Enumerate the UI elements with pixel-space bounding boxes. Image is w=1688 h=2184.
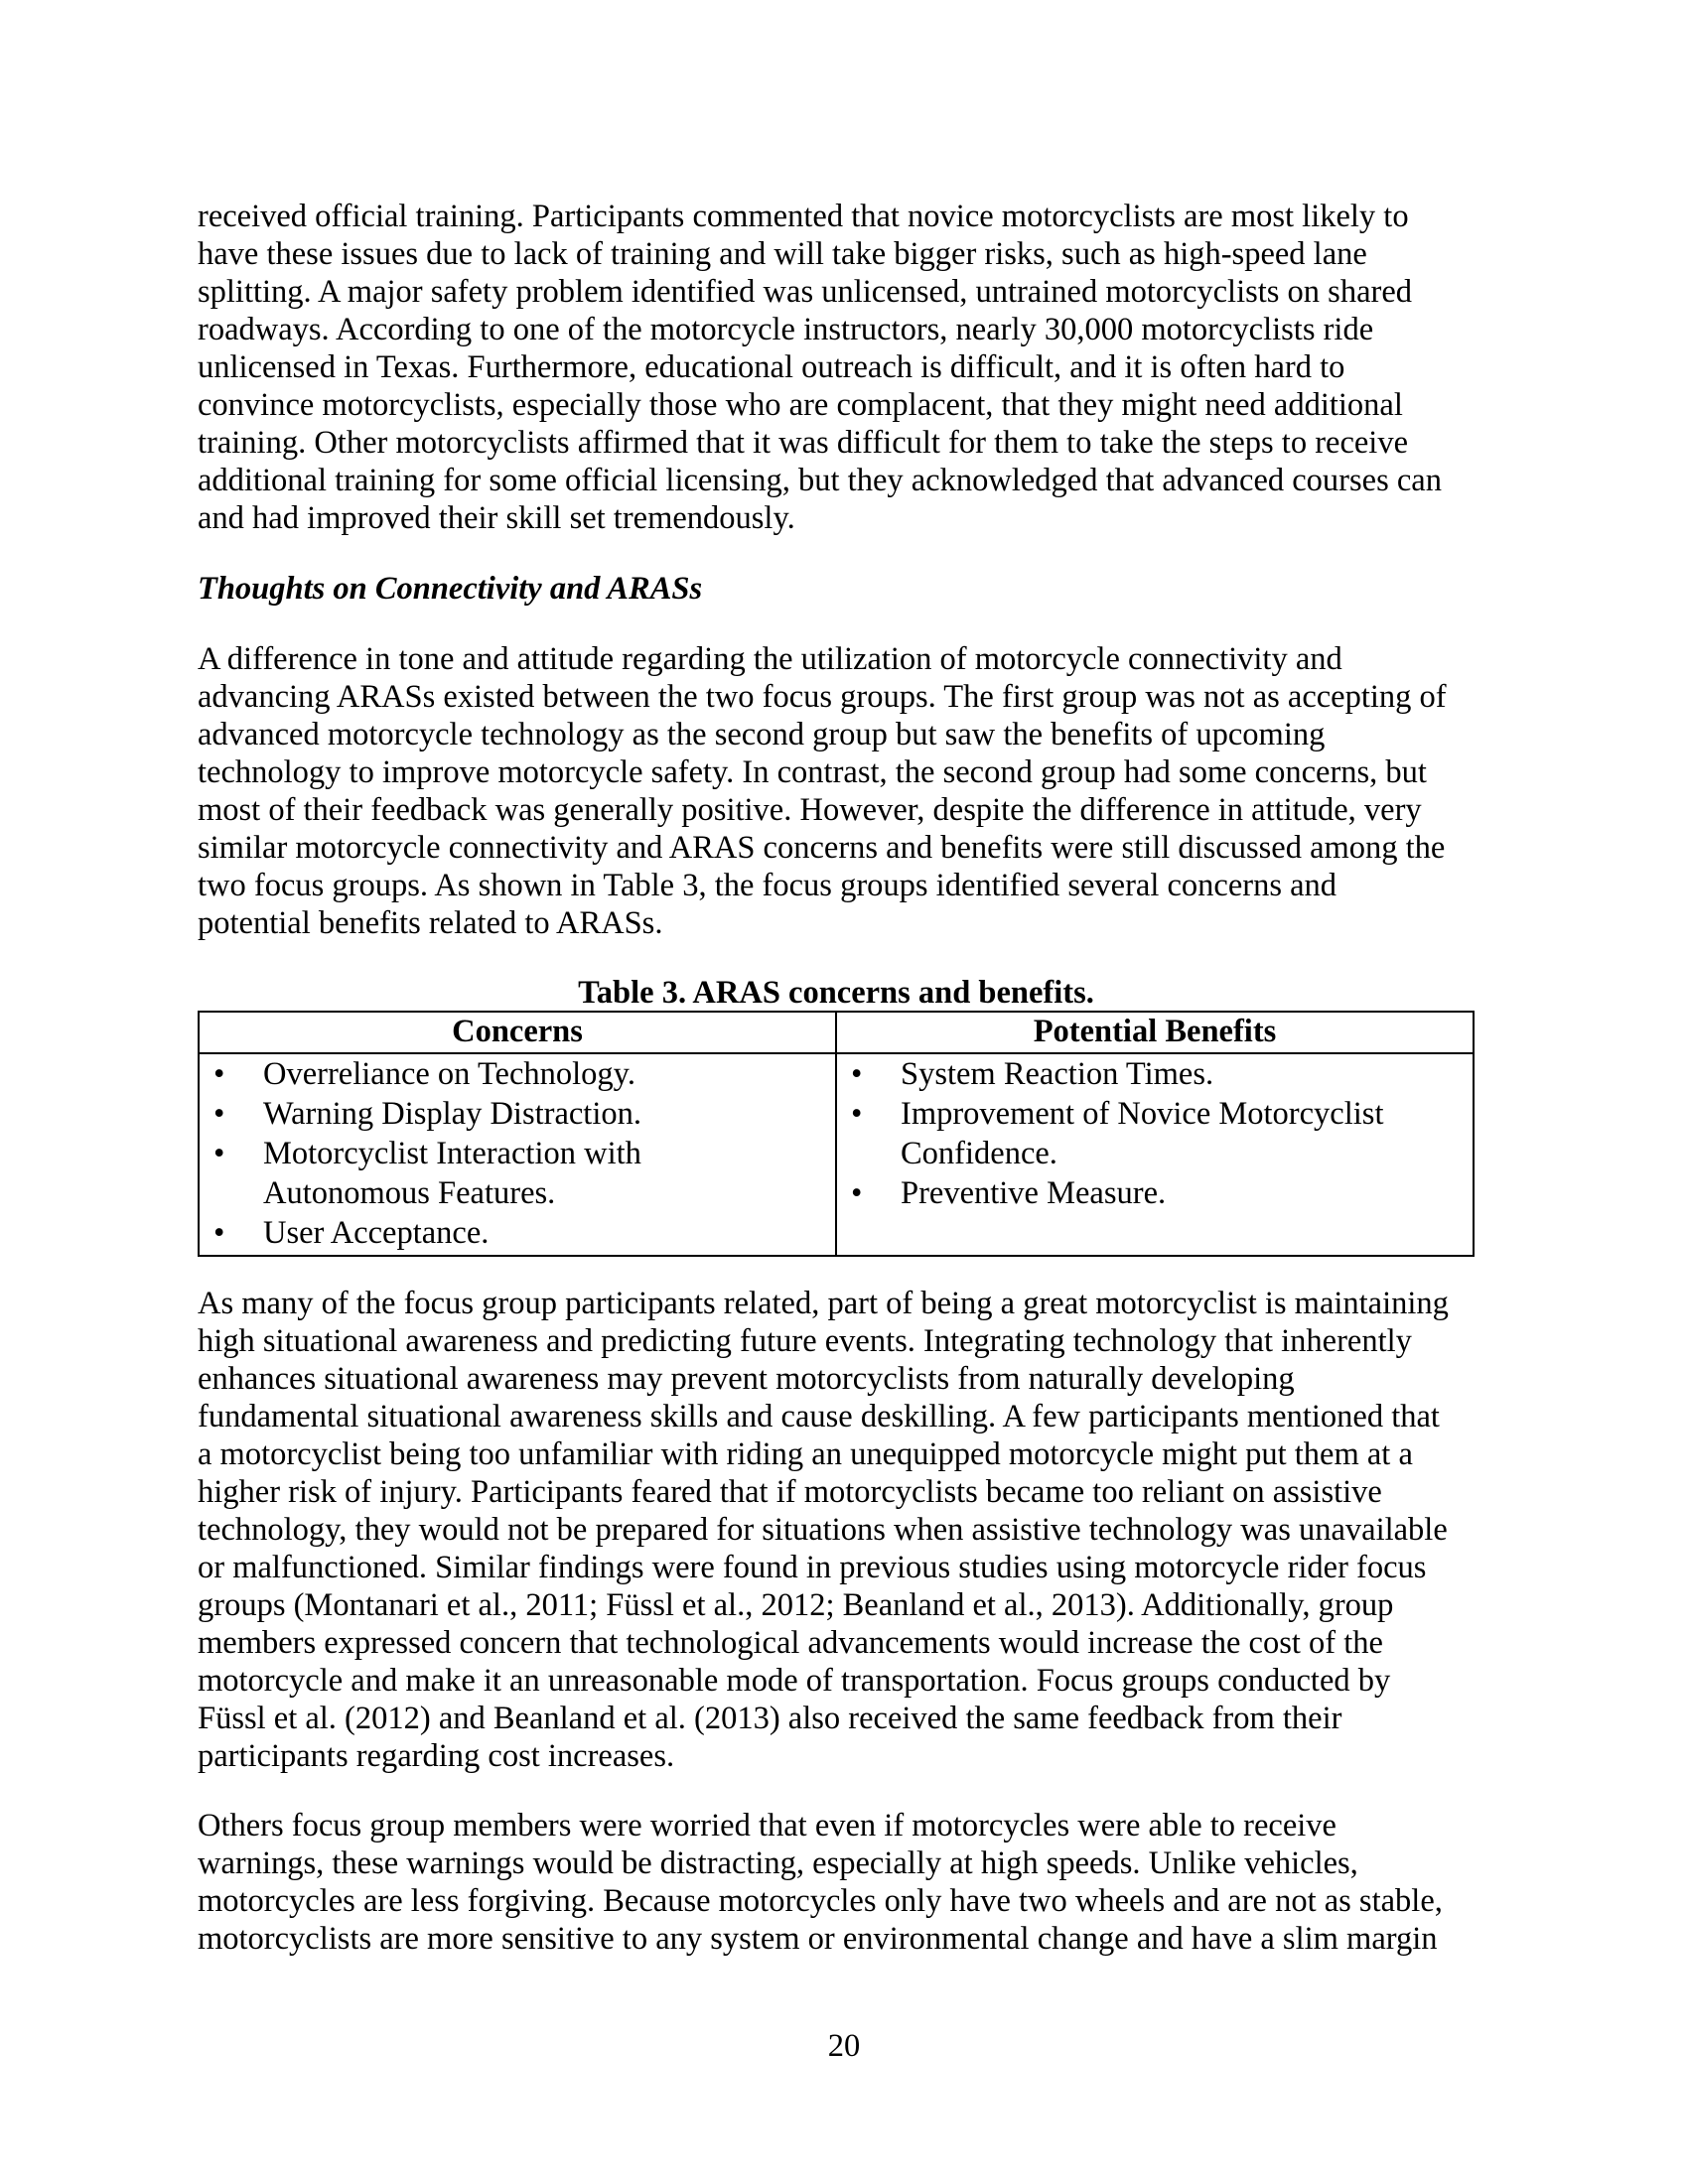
text-line: two focus groups. As shown in Table 3, the focus groups identified several concerns and xyxy=(198,868,1337,903)
item-text: Autonomous Features. xyxy=(263,1175,556,1211)
text-line: groups (Montanari et al., 2011; Füssl et al., 2012; Beanland et al., 2013). Additionally, group xyxy=(198,1587,1394,1623)
text-line: or malfunctioned. Similar findings were found in previous studies using motorcycle rider focus xyxy=(198,1550,1427,1585)
item-text: Motorcyclist Interaction with xyxy=(263,1136,641,1171)
bullet-icon: • xyxy=(213,1136,225,1171)
text-line: warnings, these warnings would be distracting, especially at high speeds. Unlike vehicles, xyxy=(198,1845,1358,1881)
benefits-list xyxy=(837,1054,1473,1215)
text-line: As many of the focus group participants related, part of being a great motorcyclist is maintaining xyxy=(198,1286,1449,1321)
text-line: Füssl et al. (2012) and Beanland et al. (2013) also received the same feedback from their xyxy=(198,1701,1342,1736)
concerns-cell xyxy=(199,1053,836,1256)
text-line: A difference in tone and attitude regarding the utilization of motorcycle connectivity and xyxy=(198,641,1342,677)
item-text: Confidence. xyxy=(901,1136,1057,1171)
text-line: technology to improve motorcycle safety. In contrast, the second group had some concerns, but xyxy=(198,754,1427,790)
column-header-benefits: Potential Benefits xyxy=(836,1012,1474,1053)
item-text: System Reaction Times. xyxy=(901,1056,1214,1092)
text-line: fundamental situational awareness skills and cause deskilling. A few participants mentioned that xyxy=(198,1399,1440,1434)
text-line: roadways. According to one of the motorcycle instructors, nearly 30,000 motorcyclists ride xyxy=(198,312,1374,347)
list-item xyxy=(837,1094,1473,1173)
text-line: high situational awareness and predicting future events. Integrating technology that inherently xyxy=(198,1323,1412,1359)
text-line: a motorcyclist being too unfamiliar with riding an unequipped motorcycle might put them at a xyxy=(198,1436,1413,1472)
bullet-icon: • xyxy=(851,1096,863,1132)
text-line: unlicensed in Texas. Furthermore, educational outreach is difficult, and it is often hard to xyxy=(198,349,1345,385)
text-line: enhances situational awareness may prevent motorcyclists from naturally developing xyxy=(198,1361,1295,1397)
item-text: Preventive Measure. xyxy=(901,1175,1167,1211)
list-item xyxy=(200,1134,835,1213)
column-header-concerns: Concerns xyxy=(199,1012,836,1053)
paragraph-warnings xyxy=(198,1807,1488,1958)
item-text: User Acceptance. xyxy=(263,1215,490,1251)
bullet-icon: • xyxy=(851,1056,863,1092)
text-line: Others focus group members were worried that even if motorcycles were able to receive xyxy=(198,1808,1336,1843)
list-item xyxy=(837,1054,1473,1094)
text-line: advancing ARASs existed between the two focus groups. The first group was not as accepting of xyxy=(198,679,1447,715)
list-item xyxy=(200,1213,835,1253)
paragraph-situational-awareness xyxy=(198,1285,1488,1775)
text-line: training. Other motorcyclists affirmed that it was difficult for them to take the steps to receive xyxy=(198,425,1409,461)
table-header-row xyxy=(199,1012,1474,1053)
text-line: potential benefits related to ARASs. xyxy=(198,905,663,941)
bullet-icon: • xyxy=(213,1056,225,1092)
text-line: and had improved their skill set tremendously. xyxy=(198,500,795,536)
text-line: have these issues due to lack of training and will take bigger risks, such as high-speed lane xyxy=(198,236,1367,272)
table-caption: Table 3. ARAS concerns and benefits. xyxy=(578,975,1094,1011)
page-number: 20 xyxy=(827,2028,861,2064)
paragraph-tone-attitude xyxy=(198,640,1488,942)
bullet-icon: • xyxy=(213,1215,225,1251)
bullet-icon: • xyxy=(851,1175,863,1211)
bullet-icon: • xyxy=(213,1096,225,1132)
text-line: members expressed concern that technological advancements would increase the cost of the xyxy=(198,1625,1383,1661)
text-line: most of their feedback was generally positive. However, despite the difference in attitude, very xyxy=(198,792,1422,828)
text-line: participants regarding cost increases. xyxy=(198,1738,675,1774)
item-text: Overreliance on Technology. xyxy=(263,1056,635,1092)
item-text: Improvement of Novice Motorcyclist xyxy=(901,1096,1384,1132)
text-line: technology, they would not be prepared for situations when assistive technology was unavailable xyxy=(198,1512,1448,1548)
text-line: advanced motorcycle technology as the second group but saw the benefits of upcoming xyxy=(198,717,1326,752)
concerns-list xyxy=(200,1054,835,1255)
list-item xyxy=(200,1094,835,1134)
text-line: motorcycle and make it an unreasonable mode of transportation. Focus groups conducted by xyxy=(198,1663,1391,1699)
item-text: Warning Display Distraction. xyxy=(263,1096,641,1132)
paragraph-training xyxy=(198,198,1488,537)
text-line: convince motorcyclists, especially those who are complacent, that they might need additional xyxy=(198,387,1403,423)
text-line: splitting. A major safety problem identified was unlicensed, untrained motorcyclists on shared xyxy=(198,274,1413,310)
table-row xyxy=(199,1053,1474,1256)
text-line: similar motorcycle connectivity and ARAS concerns and benefits were still discussed among the xyxy=(198,830,1446,866)
section-heading: Thoughts on Connectivity and ARASs xyxy=(198,571,703,607)
text-line: additional training for some official licensing, but they acknowledged that advanced courses can xyxy=(198,463,1442,498)
benefits-cell xyxy=(836,1053,1474,1256)
text-line: motorcycles are less forgiving. Because motorcycles only have two wheels and are not as stable, xyxy=(198,1883,1443,1919)
concerns-benefits-table xyxy=(198,1011,1475,1257)
list-item xyxy=(837,1173,1473,1213)
text-line: received official training. Participants commented that novice motorcyclists are most likely to xyxy=(198,199,1409,234)
text-line: motorcyclists are more sensitive to any system or environmental change and have a slim margin xyxy=(198,1921,1438,1957)
text-line: higher risk of injury. Participants feared that if motorcyclists became too reliant on assistive xyxy=(198,1474,1382,1510)
list-item xyxy=(200,1054,835,1094)
